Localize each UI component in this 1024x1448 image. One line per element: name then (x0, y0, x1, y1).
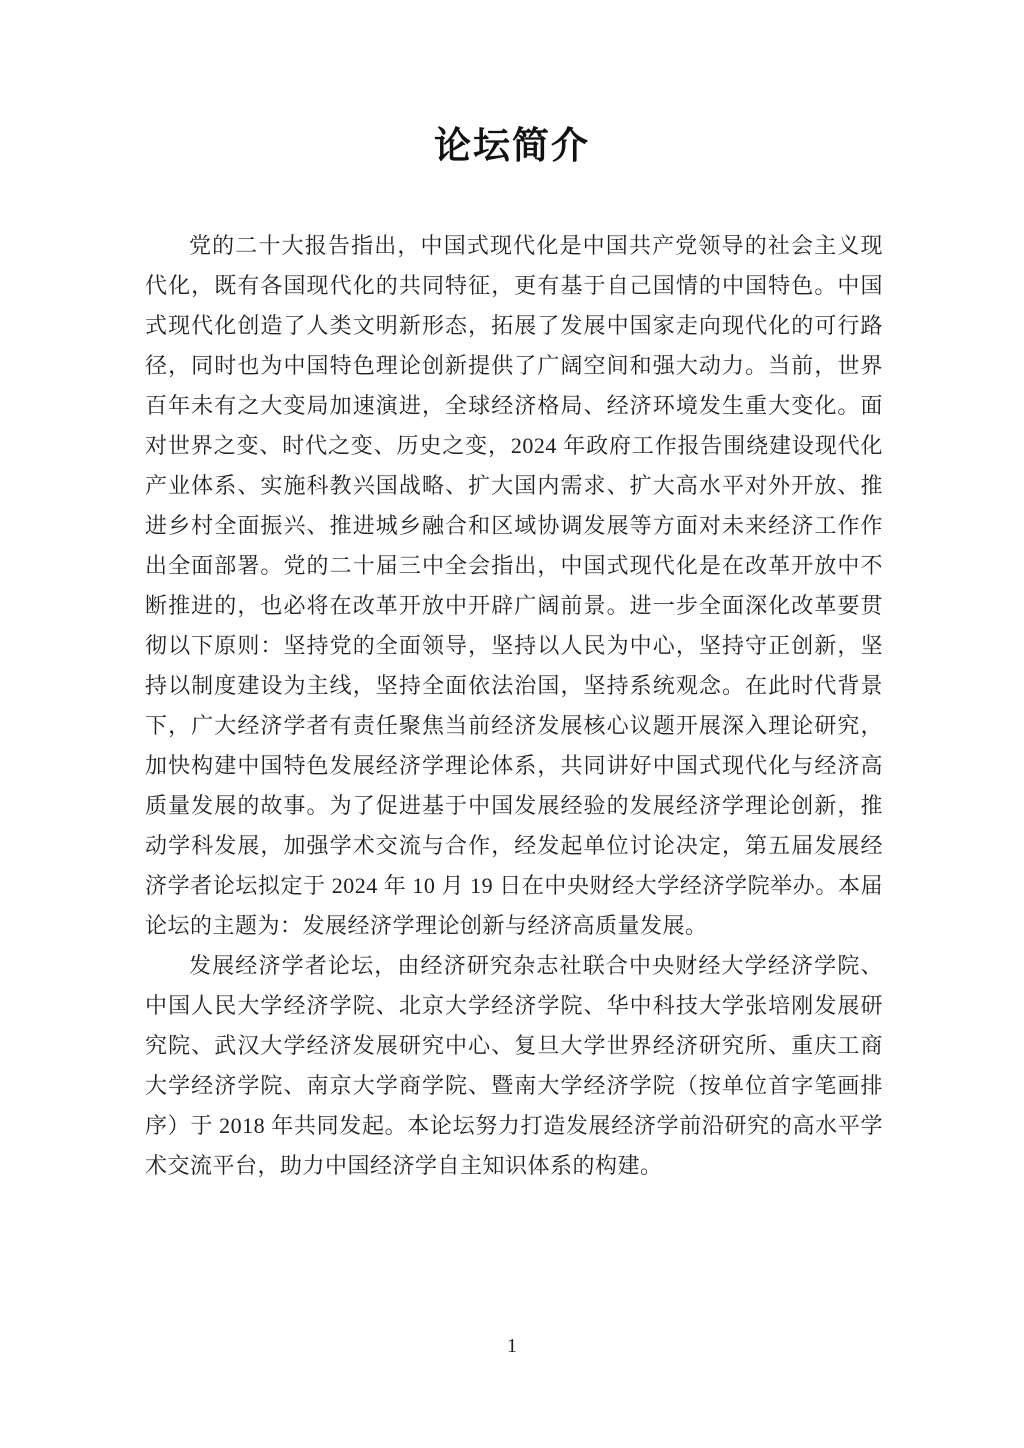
document-body (145, 226, 883, 1186)
paragraph-forum-founders: 发展经济学者论坛，由经济研究杂志社联合中央财经大学经济学院、中国人民大学经济学院、北京大学经济学院、华中科技大学张培刚发展研究院、武汉大学经济发展研究中心、复旦大学世界经济研究所、重庆工商大学经济学院、南京大学商学院、暨南大学经济学院（按单位首字笔画排序）于 2018 年共同发起。本论坛努力打造发展经济学前沿研究的高水平学术交流平台，助力中国经济学自主知识体系的构建。 (145, 953, 883, 1178)
page-number: 1 (507, 1335, 517, 1357)
page-title: 论坛简介 (434, 125, 590, 166)
paragraph-forum-background: 党的二十大报告指出，中国式现代化是中国共产党领导的社会主义现代化，既有各国现代化的共同特征，更有基于自己国情的中国特色。中国式现代化创造了人类文明新形态，拓展了发展中国家走向现代化的可行路径，同时也为中国特色理论创新提供了广阔空间和强大动力。当前，世界百年未有之大变局加速演进，全球经济格局、经济环境发生重大变化。面对世界之变、时代之变、历史之变，2024 年政府工作报告围绕建设现代化产业体系、实施科教兴国战略、扩大国内需求、扩大高水平对外开放、推进乡村全面振兴、推进城乡融合和区域协调发展等方面对未来经济工作作出全面部署。党的二十届三中全会指出，中国式现代化是在改革开放中不断推进的，也必将在改革开放中开辟广阔前景。进一步全面深化改革要贯彻以下原则：坚持党的全面领导，坚持以人民为中心，坚持守正创新，坚持以制度建设为主线，坚持全面依法治国，坚持系统观念。在此时代背景下，广大经济学者有责任聚焦当前经济发展核心议题开展深入理论研究，加快构建中国特色发展经济学理论体系，共同讲好中国式现代化与经济高质量发展的故事。为了促进基于中国发展经验的发展经济学理论创新，推动学科发展，加强学术交流与合作，经发起单位讨论决定，第五届发展经济学者论坛拟定于 2024 年 10 月 19 日在中央财经大学经济学院举办。本届论坛的主题为：发展经济学理论创新与经济高质量发展。 (145, 233, 883, 938)
